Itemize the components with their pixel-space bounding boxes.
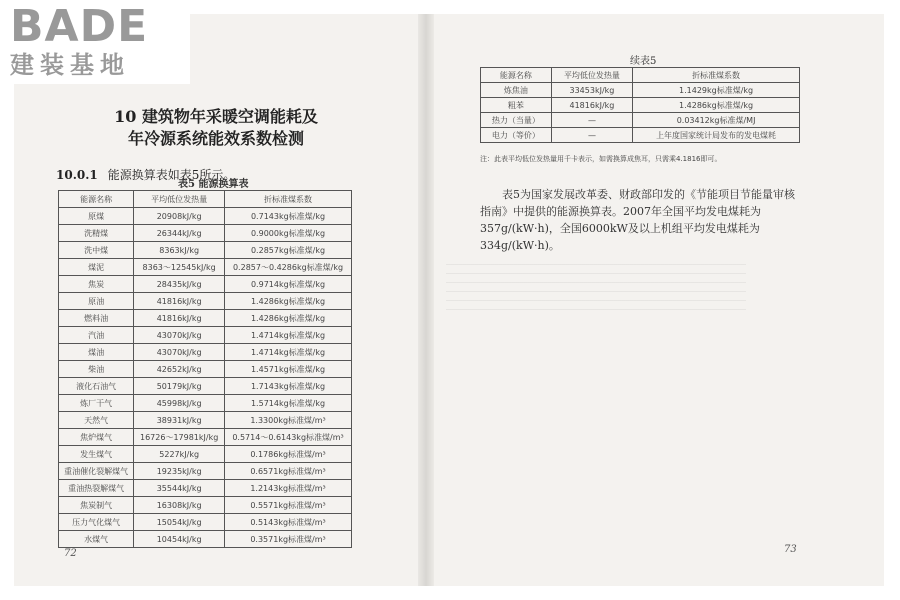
table-header-row [59, 191, 352, 208]
table-cell: 41816kJ/kg [551, 98, 632, 113]
table-cell: 天然气 [59, 412, 134, 429]
table-caption: 表5 能源换算表 [178, 179, 249, 190]
table-cell: 35544kJ/kg [134, 480, 225, 497]
table-cell: 炼焦油 [481, 83, 552, 98]
table-row [59, 293, 352, 310]
energy-conversion-table-continued [480, 67, 800, 143]
table-cell: 粗苯 [481, 98, 552, 113]
left-page [14, 14, 418, 586]
watermark-subtitle: 建装基地 [10, 51, 130, 79]
table-cell: — [551, 113, 632, 128]
table-cell: 1.1429kg标准煤/kg [633, 83, 800, 98]
table-cell: 5227kJ/kg [134, 446, 225, 463]
watermark-brand: BADE [10, 1, 149, 52]
table-row [59, 344, 352, 361]
table-cell: 煤油 [59, 344, 134, 361]
table-cell: 41816kJ/kg [134, 293, 225, 310]
table-row [59, 531, 352, 548]
table-cell: 0.2857～0.4286kg标准煤/kg [225, 259, 352, 276]
table-cell: 1.4714kg标准煤/kg [225, 327, 352, 344]
table-cell: 原油 [59, 293, 134, 310]
table-row [481, 83, 800, 98]
table-row [481, 98, 800, 113]
table-cell: 焦炭制气 [59, 497, 134, 514]
table-row [59, 446, 352, 463]
table-row [59, 225, 352, 242]
table-row [59, 412, 352, 429]
table-cell: 煤泥 [59, 259, 134, 276]
table-cell: 洗精煤 [59, 225, 134, 242]
table-cell: 原煤 [59, 208, 134, 225]
table-row [59, 395, 352, 412]
page-number-right: 73 [784, 544, 797, 555]
table-cell: 0.1786kg标准煤/m³ [225, 446, 352, 463]
table-cell: 焦炉煤气 [59, 429, 134, 446]
table-row [481, 113, 800, 128]
table-cell: 0.03412kg标准煤/MJ [633, 113, 800, 128]
table-row [59, 259, 352, 276]
table-row [59, 310, 352, 327]
book-gutter [418, 14, 434, 586]
chapter-title-line2: 年冷源系统能效系数检测 [127, 129, 304, 148]
table-cell: 43070kJ/kg [134, 327, 225, 344]
table-cell: 28435kJ/kg [134, 276, 225, 293]
table-cell: 1.3300kg标准煤/m³ [225, 412, 352, 429]
table-cell: 42652kJ/kg [134, 361, 225, 378]
chapter-title-line1: 10 建筑物年采暖空调能耗及 [114, 107, 318, 126]
table-cell: 16726～17981kJ/kg [134, 429, 225, 446]
table-cell: 重油热裂解煤气 [59, 480, 134, 497]
continued-table-caption: 续表5 [630, 56, 657, 67]
right-page [434, 14, 884, 586]
table-cell: 1.4714kg标准煤/kg [225, 344, 352, 361]
table-cell: 26344kJ/kg [134, 225, 225, 242]
table-body [481, 83, 800, 143]
table-cell: 1.5714kg标准煤/kg [225, 395, 352, 412]
table-cell: 38931kJ/kg [134, 412, 225, 429]
table-cell: 1.4286kg标准煤/kg [225, 293, 352, 310]
table-cell: 重油催化裂解煤气 [59, 463, 134, 480]
table-cell: 50179kJ/kg [134, 378, 225, 395]
table-cell: 1.4286kg标准煤/kg [225, 310, 352, 327]
column-header: 能源名称 [481, 68, 552, 83]
table-cell: 0.9714kg标准煤/kg [225, 276, 352, 293]
table-cell: 43070kJ/kg [134, 344, 225, 361]
watermark-logo [0, 0, 190, 84]
table-cell: 16308kJ/kg [134, 497, 225, 514]
table-row [59, 208, 352, 225]
table-cell: 15054kJ/kg [134, 514, 225, 531]
table-cell: 1.4571kg标准煤/kg [225, 361, 352, 378]
table-body [59, 208, 352, 548]
bleed-through-shadow [446, 264, 746, 314]
table-cell: 汽油 [59, 327, 134, 344]
table-row [59, 497, 352, 514]
body-paragraph: 表5为国家发展改革委、财政部印发的《节能项目节能量审核指南》中提供的能源换算表。2007年全国平均发电煤耗为357g/(kW·h)，全国6000kW及以上机组平均发电煤耗为334g/(kW·h)。 [480, 188, 795, 252]
table-row [59, 463, 352, 480]
table-cell: 1.2143kg标准煤/m³ [225, 480, 352, 497]
table-cell: 0.5714～0.6143kg标准煤/m³ [225, 429, 352, 446]
table-row [59, 327, 352, 344]
table-cell: 焦炭 [59, 276, 134, 293]
table-cell: 热力（当量） [481, 113, 552, 128]
table-header-row [481, 68, 800, 83]
table-cell: 1.4286kg标准煤/kg [633, 98, 800, 113]
column-header: 折标准煤系数 [225, 191, 352, 208]
table-cell: 电力（等价） [481, 128, 552, 143]
table-cell: 1.7143kg标准煤/kg [225, 378, 352, 395]
table-row [59, 514, 352, 531]
table-row [59, 242, 352, 259]
page-number-left: 72 [64, 548, 77, 559]
table-cell: 8363kJ/kg [134, 242, 225, 259]
table-cell: 20908kJ/kg [134, 208, 225, 225]
table-cell: 洗中煤 [59, 242, 134, 259]
table-cell: 发生煤气 [59, 446, 134, 463]
table-cell: 45998kJ/kg [134, 395, 225, 412]
table-cell: 0.3571kg标准煤/m³ [225, 531, 352, 548]
table-cell: 炼厂干气 [59, 395, 134, 412]
section-number: 10.0.1 [56, 168, 98, 182]
table-cell: — [551, 128, 632, 143]
table-cell: 8363～12545kJ/kg [134, 259, 225, 276]
section-text: 能源换算表如表5所示。 [107, 168, 236, 182]
column-header: 平均低位发热量 [551, 68, 632, 83]
table-cell: 上年度国家统计局发布的发电煤耗 [633, 128, 800, 143]
table-cell: 0.9000kg标准煤/kg [225, 225, 352, 242]
table-cell: 0.2857kg标准煤/kg [225, 242, 352, 259]
table-row [59, 361, 352, 378]
table-cell: 燃料油 [59, 310, 134, 327]
table-cell: 液化石油气 [59, 378, 134, 395]
table-row [59, 276, 352, 293]
table-note: 注：此表平均低位发热量用千卡表示，如需换算成焦耳，只需乘4.1816即可。 [480, 155, 722, 163]
table-cell: 41816kJ/kg [134, 310, 225, 327]
table-cell: 0.6571kg标准煤/m³ [225, 463, 352, 480]
table-cell: 水煤气 [59, 531, 134, 548]
table-row [481, 128, 800, 143]
table-cell: 0.7143kg标准煤/kg [225, 208, 352, 225]
table-cell: 0.5143kg标准煤/m³ [225, 514, 352, 531]
table-row [59, 378, 352, 395]
table-cell: 压力气化煤气 [59, 514, 134, 531]
table-cell: 柴油 [59, 361, 134, 378]
table-row [59, 480, 352, 497]
table-cell: 10454kJ/kg [134, 531, 225, 548]
table-cell: 33453kJ/kg [551, 83, 632, 98]
column-header: 平均低位发热量 [134, 191, 225, 208]
table-cell: 0.5571kg标准煤/m³ [225, 497, 352, 514]
column-header: 折标准煤系数 [633, 68, 800, 83]
table-row [59, 429, 352, 446]
energy-conversion-table [58, 190, 352, 548]
column-header: 能源名称 [59, 191, 134, 208]
table-cell: 19235kJ/kg [134, 463, 225, 480]
